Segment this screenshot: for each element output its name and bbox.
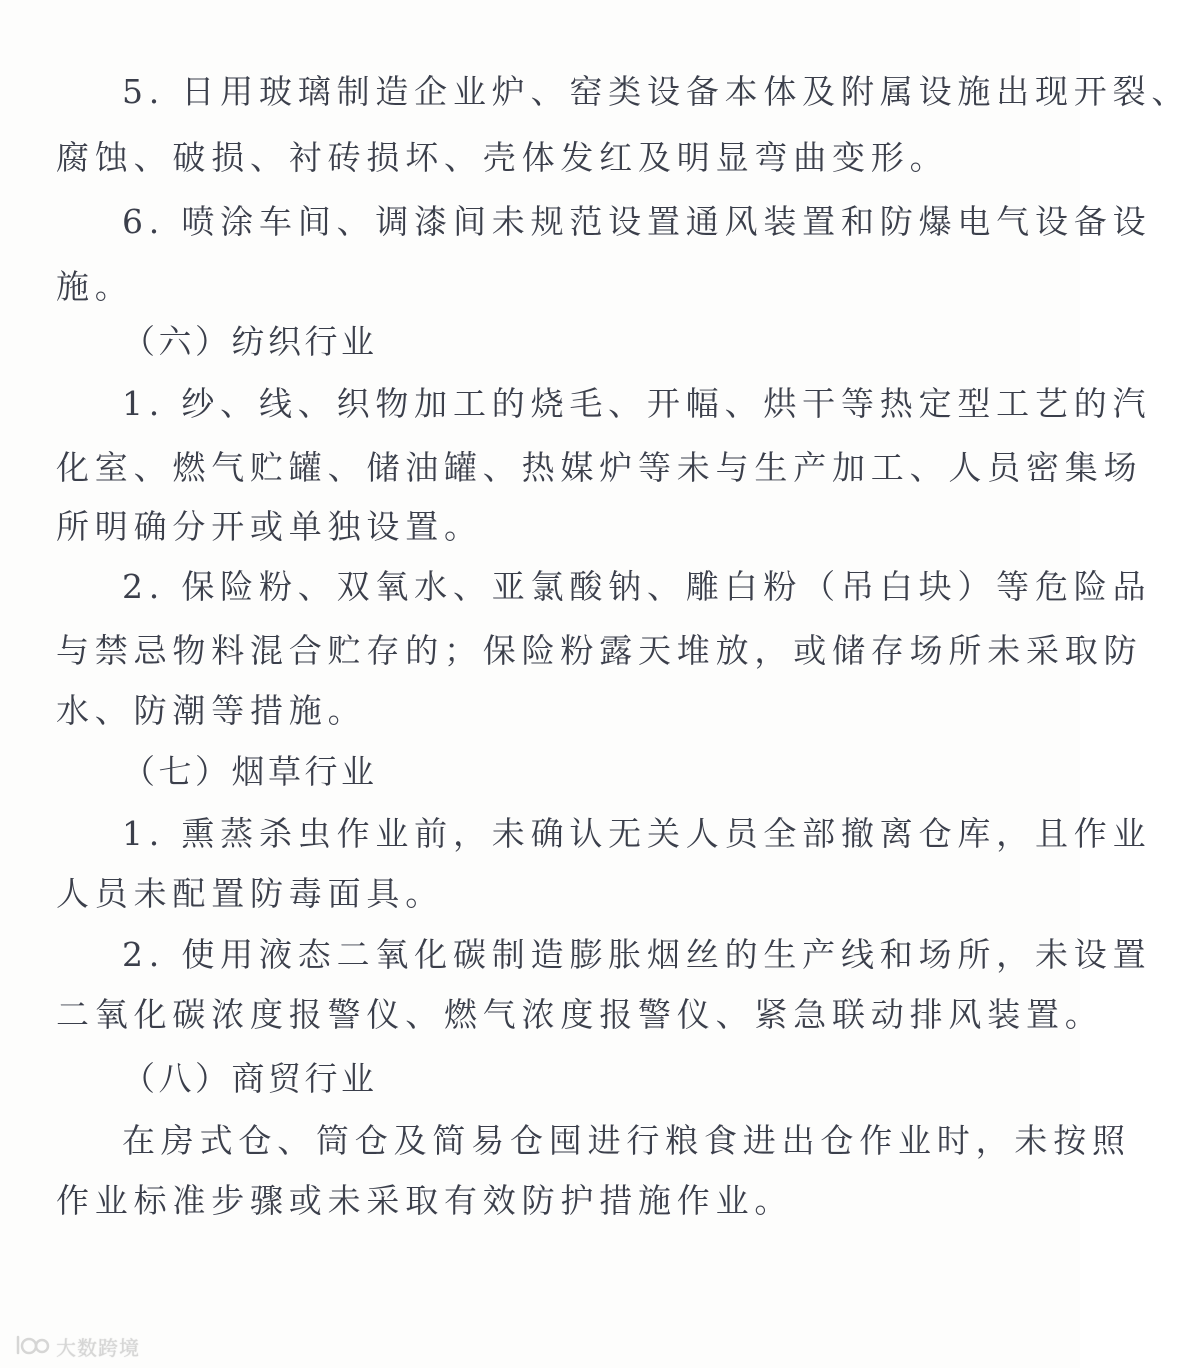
commerce-item-line-1: 在房式仓、筒仓及简易仓囤进行粮食进出仓作业时，未按照 (122, 1121, 1131, 1160)
textile-item-1-line-3: 所明确分开或单独设置。 (56, 507, 483, 546)
textile-item-2-line-1: 2. 保险粉、双氧水、亚氯酸钠、雕白粉（吊白块）等危险品 (122, 567, 1152, 606)
paragraph-6-line-1: 6. 喷涂车间、调漆间未规范设置通风装置和防爆电气设备设 (122, 202, 1152, 241)
watermark-text: 大数跨境 (56, 1335, 140, 1360)
commerce-item-line-2: 作业标准步骤或未采取有效防护措施作业。 (56, 1181, 794, 1220)
tobacco-item-1-line-1: 1. 熏蒸杀虫作业前，未确认无关人员全部撤离仓库，且作业 (122, 814, 1152, 853)
textile-item-2-line-2: 与禁忌物料混合贮存的；保险粉露天堆放，或储存场所未采取防 (56, 631, 1143, 670)
brand-logo-icon (14, 1333, 50, 1359)
paragraph-6-line-2: 施。 (56, 267, 134, 306)
textile-item-2-line-3: 水、防潮等措施。 (56, 691, 367, 730)
paragraph-5-line-2: 腐蚀、破损、衬砖损坏、壳体发红及明显弯曲变形。 (56, 138, 949, 177)
tobacco-item-1-line-2: 人员未配置防毒面具。 (56, 874, 444, 913)
textile-item-1-line-1: 1. 纱、线、织物加工的烧毛、开幅、烘干等热定型工艺的汽 (122, 384, 1152, 423)
watermark (14, 1330, 140, 1362)
textile-item-1-line-2: 化室、燃气贮罐、储油罐、热媒炉等未与生产加工、人员密集场 (56, 448, 1143, 487)
section-heading-textile: （六）纺织行业 (122, 322, 378, 361)
section-heading-tobacco: （七）烟草行业 (122, 752, 378, 791)
paragraph-5-line-1: 5. 日用玻璃制造企业炉、窑类设备本体及附属设施出现开裂、 (122, 72, 1190, 111)
tobacco-item-2-line-2: 二氧化碳浓度报警仪、燃气浓度报警仪、紧急联动排风装置。 (56, 995, 1104, 1034)
tobacco-item-2-line-1: 2. 使用液态二氧化碳制造膨胀烟丝的生产线和场所，未设置 (122, 935, 1152, 974)
section-heading-commerce: （八）商贸行业 (122, 1059, 378, 1098)
